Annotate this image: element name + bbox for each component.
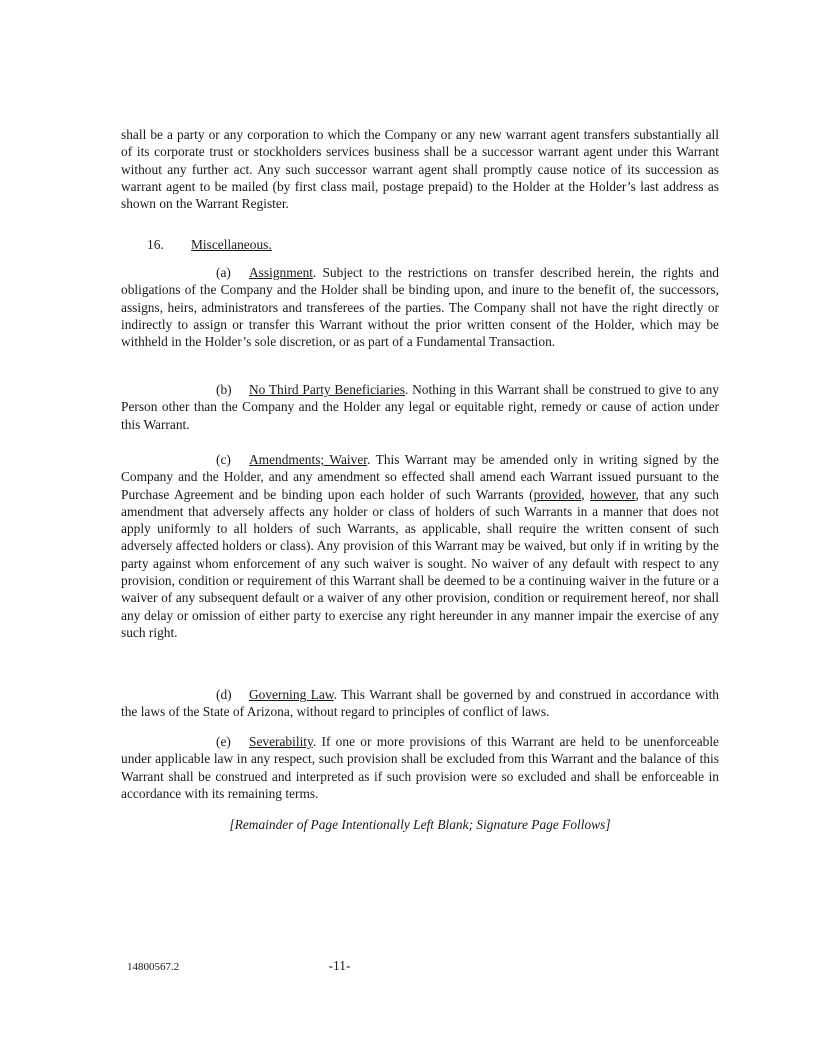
subsection-e [121, 733, 719, 802]
section-title: Miscellaneous. [191, 237, 272, 252]
subsection-text: . This Warrant may be amended only in writing signed by the Company and the Holder, and any amendment so effected shall amend each Warrant issued pursuant to the Purchase Agreement and be binding upon each holder of such Warrants ( [121, 452, 719, 502]
subsection-a [121, 264, 719, 350]
page-number: -11- [328, 958, 351, 973]
page-number-container [0, 958, 817, 974]
section-heading [147, 237, 272, 253]
subsection-text: . Subject to the restrictions on transfer described herein, the rights and obligations of the Company and the Holder shall be binding upon, and inure to the benefit of, the successors, assigns, heirs, administrators and transferees of the parties. The Company shall not have the right directly or indirectly to assign or transfer this Warrant without the prior written consent of the Holder, which may be withheld in the Holder’s sole discretion, or as part of a Fundamental Transaction. [121, 265, 719, 350]
subsection-label: (b) [216, 382, 232, 397]
subsection-title: Amendments; Waiver [249, 452, 368, 467]
subsection-text: . This Warrant shall be governed by and construed in accordance with the laws of the State of Arizona, without regard to principles of conflict of laws. [121, 687, 720, 720]
subsection-title: Governing Law [249, 687, 334, 702]
subsection-text: . If one or more provisions of this Warrant are held to be unenforceable under applicable law in any respect, such provision shall be excluded from this Warrant and the balance of this Warrant shall be construed and interpreted as if such provision were so excluded and shall be enforceable in accordance with its remaining terms. [121, 734, 719, 801]
subsection-label: (a) [216, 265, 231, 280]
closing-note: [Remainder of Page Intentionally Left Blank; Signature Page Follows] [229, 817, 611, 832]
however-term: however [589, 486, 636, 502]
subsection-title: Assignment [249, 265, 313, 280]
subsection-b [121, 381, 719, 433]
subsection-label: (d) [216, 687, 232, 702]
provided-term: provided [533, 486, 582, 502]
subsection-text: . Nothing in this Warrant shall be construed to give to any Person other than the Company and the Holder any legal or equitable right, remedy or cause of action under this Warrant. [121, 382, 719, 432]
subsection-title: No Third Party Beneficiaries [249, 382, 406, 397]
subsection-c: (c) Amendments; Waiver. This Warrant may be amended only in writing signed by the Company and the Holder, and any amendment so effected shall amend each Warrant issued pursuant to the Purchase Agreement and be binding upon each holder of such Warrants (provided, however, that any such amendment that adversely affects any holder or class of holders of such Warrants in a manner that does not apply uniformly to all holders of such Warrants, as applicable, shall require the written consent of such adversely affected holders or class). Any provision of this Warrant may be waived, but only if in writing by the party against whom enforcement of any such waiver is sought. No waiver of any default with respect to any provision, condition or requirement of this Warrant shall be deemed to be a continuing waiver in the future or a waiver of any subsequent default or a waiver of any other provision, condition or requirement hereof, nor shall any delay or omission of either party to exercise any right hereunder in any manner impair the exercise of any such right. [121, 452, 719, 640]
section-number: 16. [147, 237, 164, 252]
intro-paragraph: shall be a party or any corporation to which the Company or any new warrant agent transfers substantially all of its corporate trust or stockholders services business shall be a successor warrant agent under this Warrant without any further act. Any such successor warrant agent shall promptly cause notice of its succession as warrant agent to be mailed (by first class mail, postage prepaid) to the Holder at the Holder’s last address as shown on the Warrant Register. [121, 127, 719, 212]
subsection-d [121, 686, 719, 721]
document-id: 14800567.2 [127, 961, 180, 973]
subsection-label: (c) [216, 452, 231, 467]
subsection-title: Severability [249, 734, 313, 749]
subsection-text-continued: , that any such amendment that adversely affects any holder or class of holders of such Warrants in a manner that does not apply uniformly to all holders of such Warrants, as applicable, shall require the written consent of such adversely affected holders or class). Any provision of this Warrant may be waived, but only if in writing by the party against whom enforcement of any such waiver is sought. No waiver of any default with respect to any provision, condition or requirement of this Warrant shall be deemed to be a continuing waiver in the future or a waiver of any subsequent default or a waiver of any other provision, condition or requirement hereof, nor shall any delay or omission of either party to exercise any right hereunder in any manner impair the exercise of any such right. [121, 486, 719, 640]
subsection-label: (e) [216, 734, 231, 749]
